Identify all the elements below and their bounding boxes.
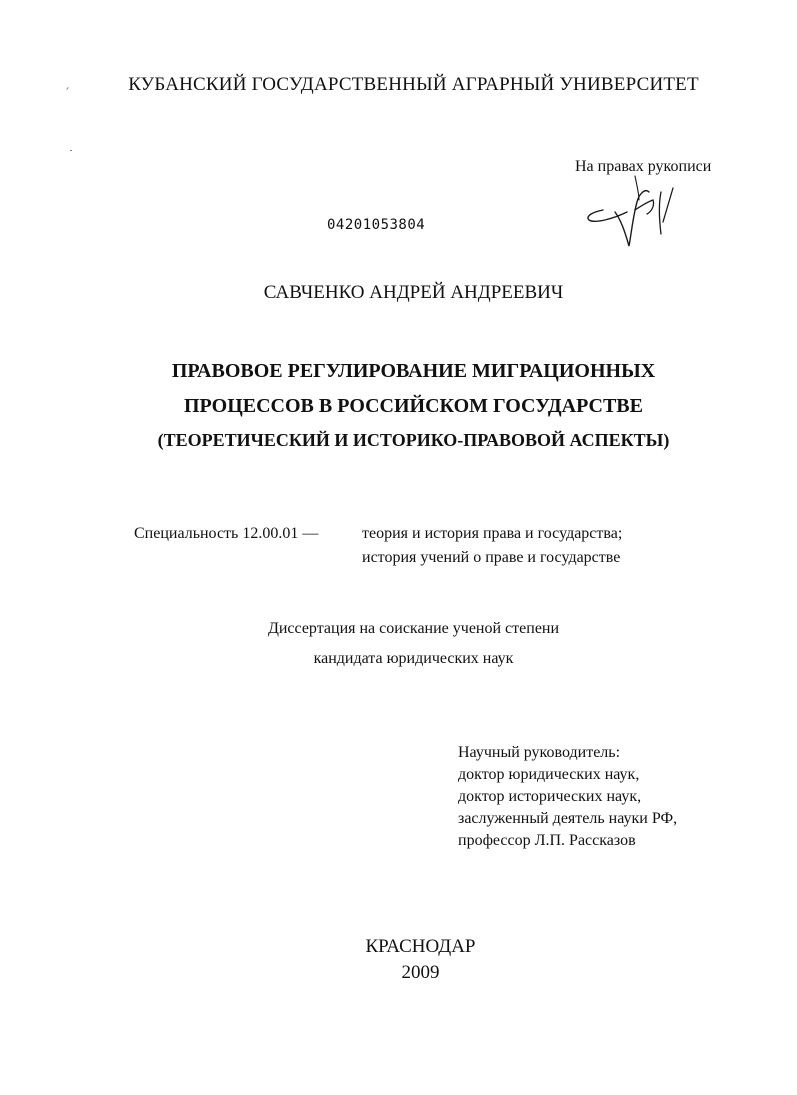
thesis-title-line: ПРАВОВОЕ РЕГУЛИРОВАНИЕ МИГРАЦИОННЫХ [171,360,656,382]
manuscript-rights-note: На правах рукописи [575,158,712,175]
scan-speck [70,150,72,151]
dissertation-degree-line: Диссертация на соискание ученой степени [267,620,560,637]
city: КРАСНОДАР [365,936,476,957]
supervisor-heading: Научный руководитель: [458,744,621,761]
supervisor-degree: доктор исторических наук, [458,788,642,805]
catalog-number: 04201053804 [327,217,426,233]
supervisor-name: профессор Л.П. Рассказов [458,832,636,849]
specialty-label: Специальность 12.00.01 — [134,525,319,542]
dissertation-degree-line: кандидата юридических наук [313,650,514,667]
supervisor-honor: заслуженный деятель науки РФ, [458,810,678,827]
author-name: САВЧЕНКО АНДРЕЙ АНДРЕЕВИЧ [263,282,564,303]
year: 2009 [401,962,440,983]
thesis-subtitle: (ТЕОРЕТИЧЕСКИЙ И ИСТОРИКО-ПРАВОВОЙ АСПЕКТЫ) [157,430,670,450]
university-name: КУБАНСКИЙ ГОСУДАРСТВЕННЫЙ АГРАРНЫЙ УНИВЕРСИТЕТ [128,74,699,95]
specialty-description: история учений о праве и государстве [362,549,621,566]
supervisor-degree: доктор юридических наук, [458,766,640,783]
thesis-title-line: ПРОЦЕССОВ В РОССИЙСКОМ ГОСУДАРСТВЕ [183,395,643,417]
specialty-description: теория и история права и государства; [362,525,623,542]
handwritten-signature [575,166,705,256]
